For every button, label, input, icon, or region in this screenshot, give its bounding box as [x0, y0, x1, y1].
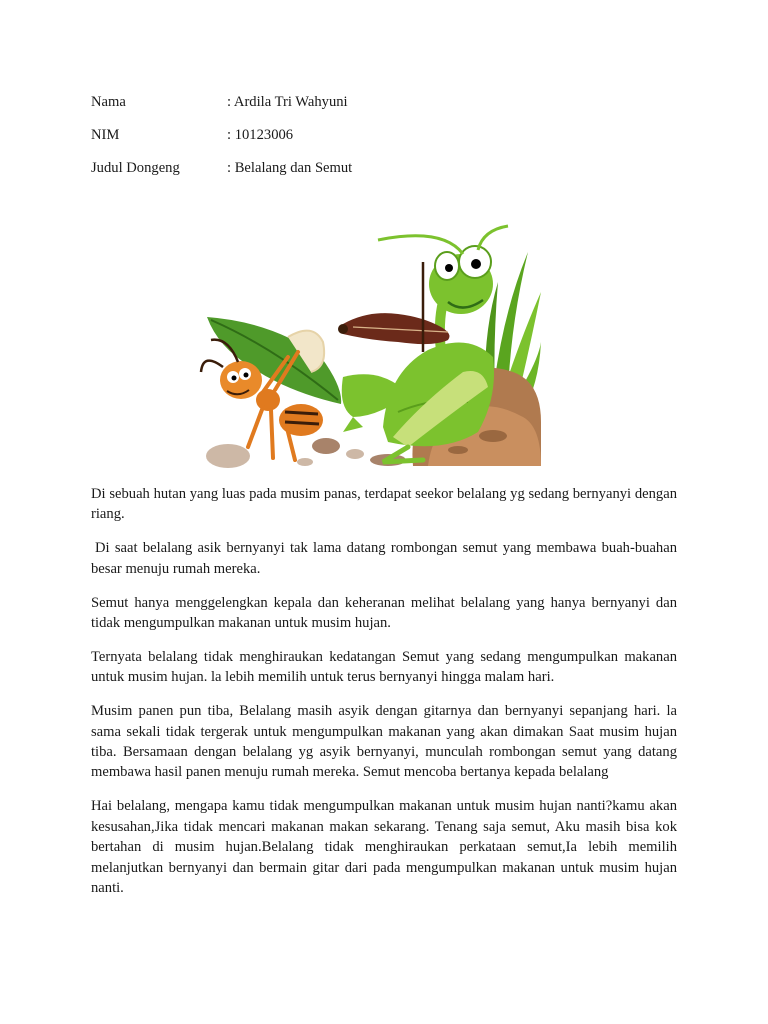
story-paragraph: Musim panen pun tiba, Belalang masih asyik dengan gitarnya dan bernyanyi sepanjang hari. la sama sekali tidak tergerak untuk mengumpulkan makanan yang akan dimakan Saat musim hujan tiba. Bersamaan dengan belalang yg asyik bernyanyi, munculah rombongan semut yang datang membawa hasil panen menuju rumah mereka. Semut mencoba bertanya kepada belalang	[91, 703, 677, 781]
story-paragraph: Di sebuah hutan yang luas pada musim panas, terdapat seekor belalang yg sedang bernyanyi dengan riang.	[91, 486, 677, 523]
ant-grasshopper-illustration	[193, 222, 541, 468]
header-value: : Ardila Tri Wahyuni	[227, 92, 348, 112]
header-label: NIM	[91, 127, 120, 143]
header-label: Judul Dongeng	[91, 160, 180, 176]
pebbles	[206, 438, 406, 468]
header-row-judul	[91, 158, 691, 191]
story-paragraph: Di saat belalang asik bernyanyi tak lama datang rombongan semut yang membawa buah-buahan besar menuju rumah mereka.	[91, 540, 677, 577]
header-value: : Belalang dan Semut	[227, 158, 352, 178]
header-value: : 10123006	[227, 125, 293, 145]
story-illustration	[193, 222, 541, 468]
story-paragraph: Hai belalang, mengapa kamu tidak mengumpulkan makanan untuk musim hujan nanti?kamu akan kesusahan,Jika tidak mencari makanan makan sekarang. Tenang saja semut, Aku masih bisa kok bertahan di musim hujan.Belalang tidak menghiraukan perkataan semut,Ia lebih memilih melanjutkan bernyanyi dan bermain gitar dari pada mengumpulkan makanan untuk musim hujan nanti.	[91, 798, 677, 896]
story-paragraph: Ternyata belalang tidak menghiraukan kedatangan Semut yang sedang mengumpulkan makanan untuk musim hujan. la lebih memilih untuk terus bernyanyi hingga malam hari.	[91, 648, 677, 686]
header-row-nama	[91, 92, 691, 125]
document-header	[91, 92, 691, 191]
story-paragraph: Semut hanya menggelengkan kepala dan keheranan melihat belalang yang hanya bernyanyi dan tidak mengumpulkan makanan untuk musim hujan.	[91, 594, 677, 632]
header-label: Nama	[91, 94, 126, 110]
header-row-nim	[91, 125, 691, 158]
story-body	[91, 484, 677, 912]
